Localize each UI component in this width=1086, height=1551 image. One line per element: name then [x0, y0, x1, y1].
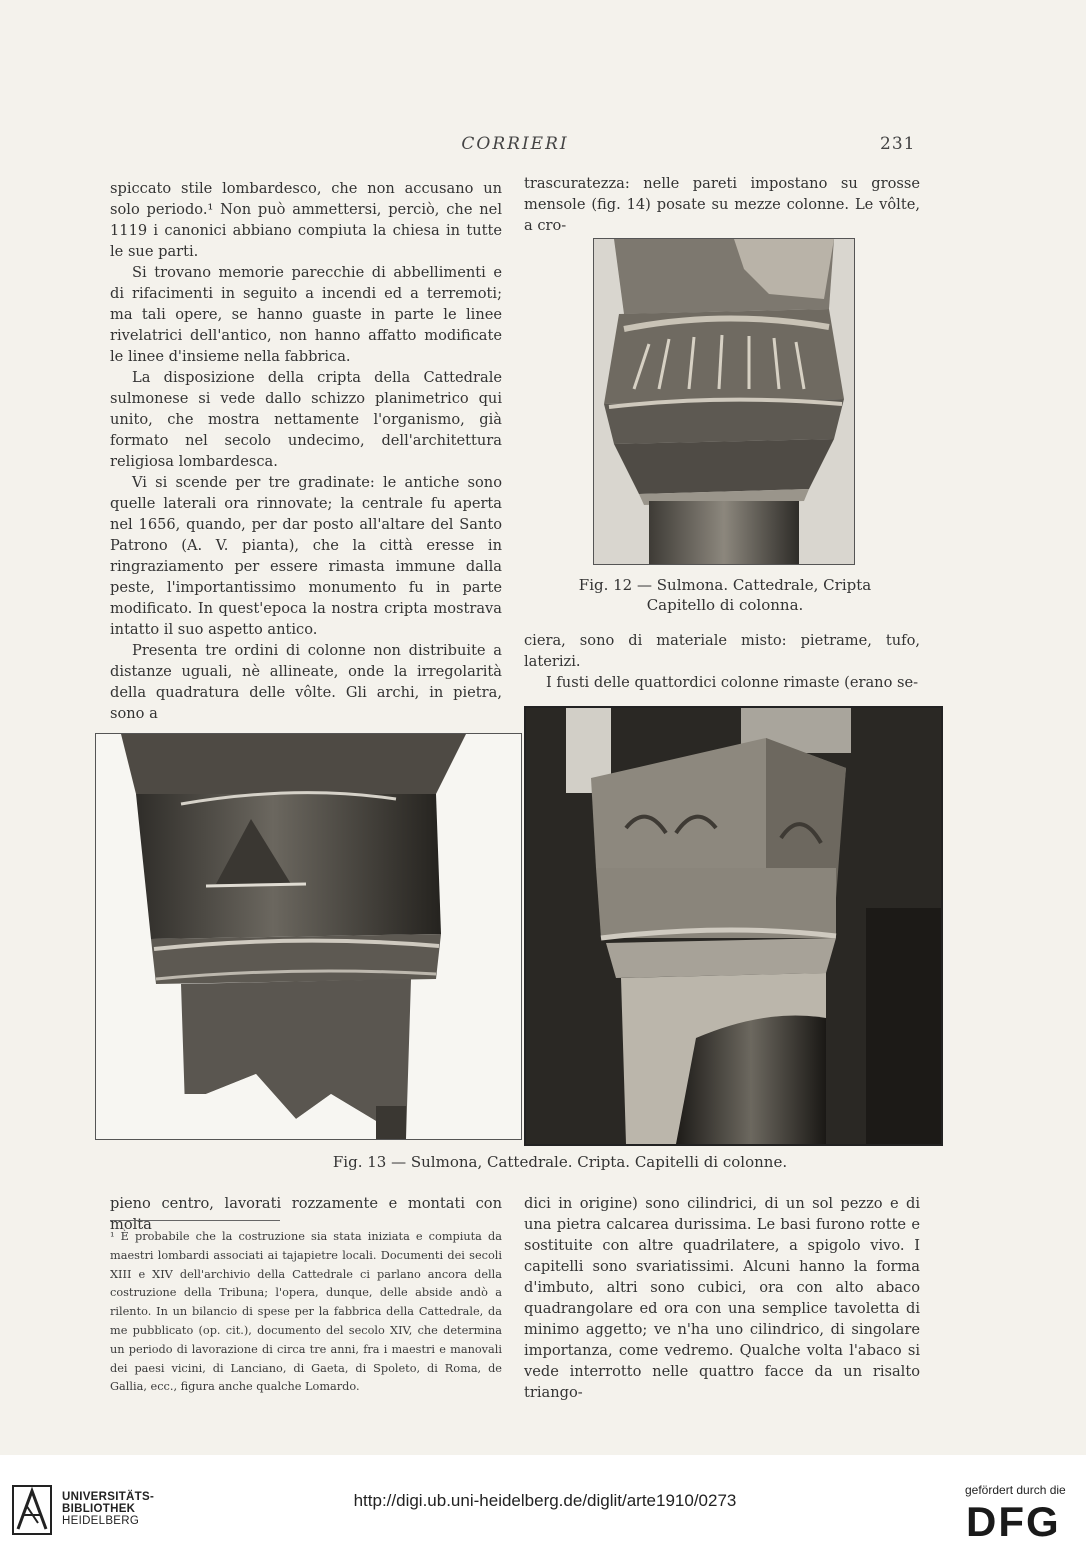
paragraph: I fusti delle quattordici colonne rimaste (erano se-: [546, 674, 919, 691]
footnote-rule: [110, 1220, 280, 1221]
left-column-top: [110, 178, 502, 724]
fig13-photo-left-capital: [95, 733, 522, 1140]
library-line: UNIVERSITÄTS-: [62, 1491, 155, 1503]
library-name: [62, 1491, 154, 1527]
paragraph: La disposizione della cripta della Cattedrale sulmonese si vede dallo schizzo planimetrico qui unito, che mostra nettamente l'organismo, già formato nel secolo undecimo, dell'architettura religiosa lombardesca.: [110, 369, 502, 470]
digitization-footer: [0, 1455, 1086, 1551]
permalink-url[interactable]: http://digi.ub.uni-heidelberg.de/diglit/arte1910/0273: [353, 1491, 737, 1510]
paragraph: spiccato stile lombardesco, che non accusano un solo periodo.¹ Non può ammettersi, perciò, che nel 1119 i canonici abbiano compiuta la chiesa in tutte le sue parti.: [110, 180, 502, 260]
fig12-caption: [560, 575, 890, 615]
fig12-photo-capital: [593, 238, 855, 565]
paragraph: trascuratezza: nelle pareti impostano su grosse mensole (fig. 14) posate su mezze colonne. Le vôlte, a cro-: [524, 175, 920, 234]
paragraph: pieno centro, lavorati rozzamente e montati con molta: [110, 1195, 502, 1233]
dfg-logo-icon: DFG: [966, 1498, 1061, 1545]
right-column-top: [524, 173, 920, 236]
running-header: CORRIERI: [461, 134, 569, 154]
caption-line: Fig. 12 — Sulmona. Cattedrale, Cripta: [578, 576, 872, 594]
right-column-middle: [524, 630, 920, 693]
funding-label: gefördert durch die: [965, 1483, 1066, 1497]
fig13-caption: Fig. 13 — Sulmona, Cattedrale. Cripta. Capitelli di colonne.: [332, 1153, 788, 1171]
page-number: 231: [880, 134, 916, 154]
library-line: BIBLIOTHEK: [62, 1503, 136, 1515]
caption-line: Capitello di colonna.: [646, 596, 804, 614]
fig13-photo-right-capital: [524, 706, 943, 1146]
university-seal-icon: [12, 1485, 52, 1535]
paragraph: dici in origine) sono cilindrici, di un sol pezzo e di una pietra calcarea durissima. Le basi furono rotte e sostituite con altre quadrilatere, a spigolo vivo. I capitelli sono svariatissimi. Alcuni hanno la forma d'imbuto, altri sono cubici, ora con alto abaco quadrangolare ed ora con una semplice tavoletta di minimo aggetto; ve n'ha uno cilindrico, di singolare importanza, come vedremo. Qualche volta l'abaco si vede interrotto nelle quattro facce da un risalto triango-: [524, 1195, 920, 1401]
paragraph: Presenta tre ordini di colonne non distribuite a distanze uguali, nè allineate, onde la irregolarità della quadratura delle vôlte. Gli archi, in pietra, sono a: [110, 642, 502, 722]
paragraph: Vi si scende per tre gradinate: le antiche sono quelle laterali ora rinnovate; la centrale fu aperta nel 1656, quando, per dar posto all'altare del Santo Patrono (A. V. pianta), che la città eresse in ringraziamento per essere rimasta immune dalla peste, l'importantissimo monumento fu in parte modificato. In quest'epoca la nostra cripta mostrava intatto il suo aspetto antico.: [110, 474, 502, 638]
paragraph: ciera, sono di materiale misto: pietrame, tufo, laterizi.: [524, 632, 920, 670]
paragraph: Si trovano memorie parecchie di abbellimenti e di rifacimenti in seguito a incendi ed a terremoti; ma tali opere, se hanno guaste in parte le linee rivelatrici dell'antico, non hanno affatto modificate le linee d'insieme nella fabbrica.: [110, 264, 502, 365]
library-line: HEIDELBERG: [62, 1515, 140, 1527]
right-column-bottom: [524, 1193, 920, 1403]
footnote: ¹ È probabile che la costruzione sia stata iniziata e compiuta da maestri lombardi associati ai tajapietre locali. Documenti dei secoli XIII e XIV dell'archivio della Cattedrale ci parlano ancora della costruzione della Tribuna; l'opera, dunque, delle abside andò a rilento. In un bilancio di spese per la fabbrica della Cattedrale, da me pubblicato (op. cit.), documento del secolo XIV, che determina un periodo di lavorazione di circa tre anni, fra i maestri e manovali dei paesi vicini, di Lanciano, di Gaeta, di Spoleto, di Roma, de Gallia, ecc., figura anche qualche Lomardo.: [110, 1230, 502, 1394]
